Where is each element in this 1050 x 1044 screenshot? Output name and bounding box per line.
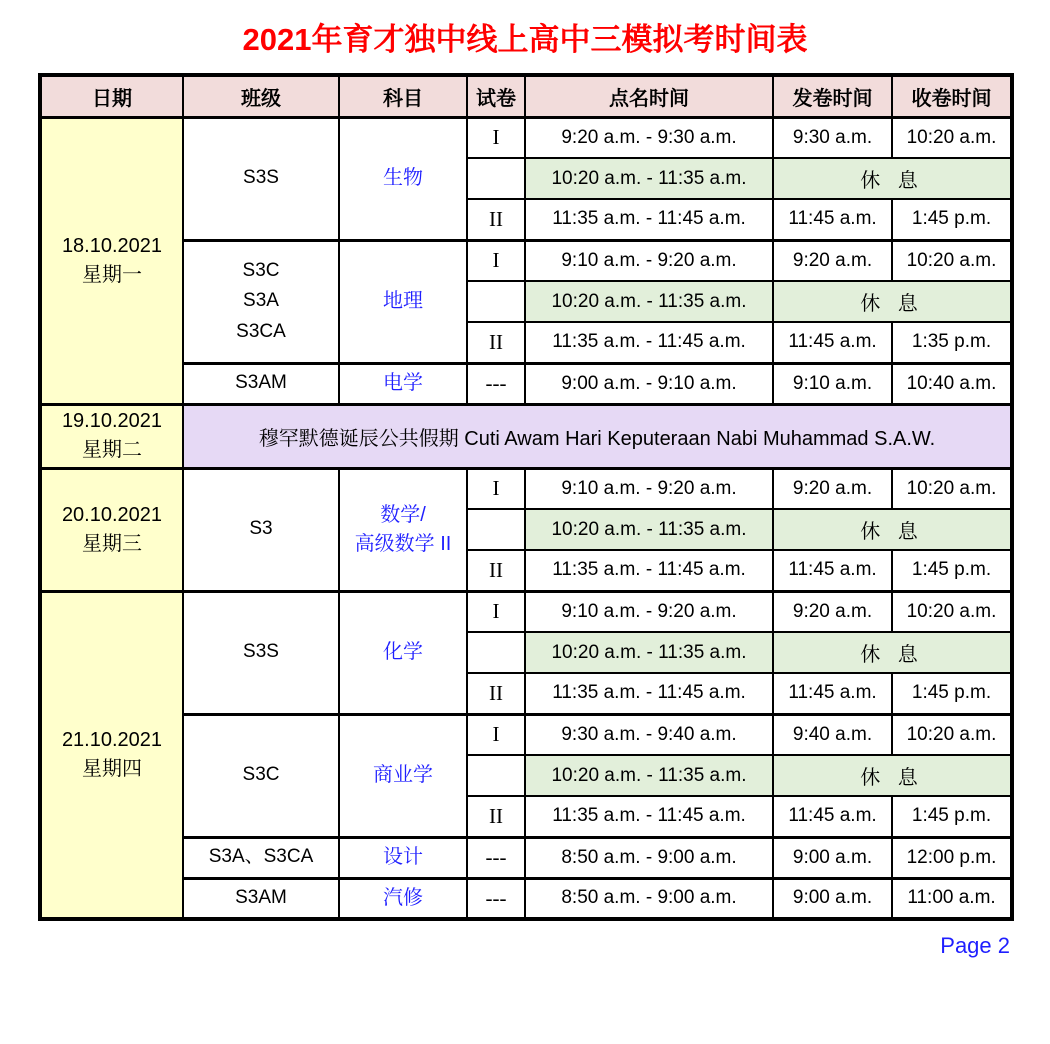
subject-cell	[339, 468, 467, 591]
class-line: S3A、S3CA	[208, 846, 314, 868]
date-cell	[40, 591, 183, 919]
weekday-text: 星期四	[82, 757, 142, 780]
collect-cell: 10:20 a.m.	[892, 468, 1012, 509]
break-cell: 休 息	[773, 158, 1012, 199]
header-row	[40, 75, 1012, 117]
col-header-rollcall-time: 点名时间	[525, 75, 773, 117]
distribute-cell: 9:00 a.m.	[773, 837, 892, 878]
paper-cell: II	[467, 796, 525, 837]
weekday-text: 星期二	[82, 439, 142, 461]
subject-line: 数学/	[380, 503, 426, 526]
paper-cell: II	[467, 322, 525, 363]
collect-cell: 1:35 p.m.	[892, 322, 1012, 363]
rollcall-cell: 10:20 a.m. - 11:35 a.m.	[525, 158, 773, 199]
paper-cell	[467, 632, 525, 673]
date-cell	[40, 468, 183, 591]
distribute-cell: 9:40 a.m.	[773, 714, 892, 755]
class-cell	[183, 117, 339, 240]
collect-cell: 1:45 p.m.	[892, 550, 1012, 591]
distribute-cell: 9:00 a.m.	[773, 878, 892, 919]
paper-cell	[467, 281, 525, 322]
paper-cell: I	[467, 117, 525, 158]
rollcall-cell: 11:35 a.m. - 11:45 a.m.	[525, 796, 773, 837]
subject-cell	[339, 878, 467, 919]
paper-cell: ---	[467, 363, 525, 404]
rollcall-cell: 11:35 a.m. - 11:45 a.m.	[525, 673, 773, 714]
weekday-text: 星期一	[82, 263, 142, 286]
col-header-subject: 科目	[339, 75, 467, 117]
class-line: S3AM	[235, 887, 287, 909]
page-number: Page 2	[940, 933, 1010, 958]
rollcall-cell: 11:35 a.m. - 11:45 a.m.	[525, 550, 773, 591]
break-cell: 休 息	[773, 755, 1012, 796]
page-title: 2021年育才独中线上高中三模拟考时间表	[242, 22, 808, 57]
table-row	[40, 591, 1012, 632]
date-cell	[40, 117, 183, 404]
class-line: S3	[249, 518, 273, 540]
collect-cell: 10:20 a.m.	[892, 714, 1012, 755]
date-text: 21.10.2021	[61, 728, 163, 751]
paper-cell: II	[467, 673, 525, 714]
paper-cell	[467, 509, 525, 550]
paper-cell: ---	[467, 878, 525, 919]
rollcall-cell: 10:20 a.m. - 11:35 a.m.	[525, 281, 773, 322]
distribute-cell: 9:20 a.m.	[773, 240, 892, 281]
collect-cell: 10:20 a.m.	[892, 117, 1012, 158]
paper-cell: I	[467, 714, 525, 755]
rollcall-cell: 10:20 a.m. - 11:35 a.m.	[525, 632, 773, 673]
holiday-row	[40, 404, 1012, 468]
subject-line: 设计	[383, 846, 423, 868]
weekday-text: 星期三	[82, 532, 142, 555]
rollcall-cell: 9:30 a.m. - 9:40 a.m.	[525, 714, 773, 755]
rollcall-cell: 9:10 a.m. - 9:20 a.m.	[525, 240, 773, 281]
holiday-cell: 穆罕默德诞辰公共假期 Cuti Awam Hari Keputeraan Nabi Muhammad S.A.W.	[183, 404, 1012, 468]
collect-cell: 10:40 a.m.	[892, 363, 1012, 404]
subject-line: 汽修	[383, 886, 423, 909]
class-line: S3CA	[236, 320, 286, 342]
subject-line: 高级数学 II	[354, 532, 452, 555]
date-cell	[40, 404, 183, 468]
rollcall-cell: 8:50 a.m. - 9:00 a.m.	[525, 878, 773, 919]
paper-cell: II	[467, 550, 525, 591]
subject-line: 地理	[383, 290, 423, 312]
distribute-cell: 9:20 a.m.	[773, 468, 892, 509]
class-line: S3A	[243, 290, 279, 312]
date-text: 19.10.2021	[61, 410, 163, 432]
rollcall-cell: 9:10 a.m. - 9:20 a.m.	[525, 591, 773, 632]
collect-cell: 10:20 a.m.	[892, 591, 1012, 632]
col-header-date: 日期	[40, 75, 183, 117]
table-row	[40, 878, 1012, 919]
collect-cell: 1:45 p.m.	[892, 796, 1012, 837]
col-header-paper: 试卷	[467, 75, 525, 117]
subject-cell	[339, 117, 467, 240]
table-row	[40, 363, 1012, 404]
subject-cell	[339, 363, 467, 404]
paper-cell	[467, 158, 525, 199]
subject-line: 商业学	[373, 764, 433, 786]
distribute-cell: 11:45 a.m.	[773, 796, 892, 837]
rollcall-cell: 11:35 a.m. - 11:45 a.m.	[525, 322, 773, 363]
break-cell: 休 息	[773, 509, 1012, 550]
class-cell	[183, 714, 339, 837]
rollcall-cell: 9:10 a.m. - 9:20 a.m.	[525, 468, 773, 509]
col-header-class: 班级	[183, 75, 339, 117]
class-cell	[183, 240, 339, 363]
col-header-collect-time: 收卷时间	[892, 75, 1012, 117]
subject-line: 生物	[383, 167, 423, 189]
table-row	[40, 837, 1012, 878]
paper-cell: I	[467, 240, 525, 281]
class-line: S3C	[242, 764, 280, 786]
class-cell	[183, 591, 339, 714]
distribute-cell: 9:10 a.m.	[773, 363, 892, 404]
paper-cell: I	[467, 468, 525, 509]
subject-line: 电学	[383, 372, 423, 394]
col-header-distribute-time: 发卷时间	[773, 75, 892, 117]
collect-cell: 11:00 a.m.	[892, 878, 1012, 919]
date-text: 18.10.2021	[61, 234, 163, 257]
distribute-cell: 9:20 a.m.	[773, 591, 892, 632]
subject-cell	[339, 714, 467, 837]
rollcall-cell: 8:50 a.m. - 9:00 a.m.	[525, 837, 773, 878]
paper-cell: I	[467, 591, 525, 632]
exam-timetable	[38, 73, 1014, 921]
class-line: S3S	[243, 641, 279, 663]
rollcall-cell: 9:00 a.m. - 9:10 a.m.	[525, 363, 773, 404]
collect-cell: 12:00 p.m.	[892, 837, 1012, 878]
subject-cell	[339, 591, 467, 714]
class-line: S3S	[243, 167, 279, 189]
table-row	[40, 117, 1012, 158]
paper-cell	[467, 755, 525, 796]
distribute-cell: 9:30 a.m.	[773, 117, 892, 158]
subject-line: 化学	[383, 641, 423, 663]
distribute-cell: 11:45 a.m.	[773, 199, 892, 240]
table-row	[40, 240, 1012, 281]
collect-cell: 1:45 p.m.	[892, 673, 1012, 714]
distribute-cell: 11:45 a.m.	[773, 322, 892, 363]
distribute-cell: 11:45 a.m.	[773, 550, 892, 591]
rollcall-cell: 9:20 a.m. - 9:30 a.m.	[525, 117, 773, 158]
table-row	[40, 468, 1012, 509]
table-row	[40, 714, 1012, 755]
rollcall-cell: 10:20 a.m. - 11:35 a.m.	[525, 509, 773, 550]
subject-cell	[339, 240, 467, 363]
class-cell	[183, 878, 339, 919]
subject-cell	[339, 837, 467, 878]
class-cell	[183, 837, 339, 878]
class-line: S3AM	[235, 372, 287, 394]
collect-cell: 1:45 p.m.	[892, 199, 1012, 240]
distribute-cell: 11:45 a.m.	[773, 673, 892, 714]
paper-cell: ---	[467, 837, 525, 878]
date-text: 20.10.2021	[61, 503, 163, 526]
rollcall-cell: 11:35 a.m. - 11:45 a.m.	[525, 199, 773, 240]
paper-cell: II	[467, 199, 525, 240]
class-cell	[183, 468, 339, 591]
break-cell: 休 息	[773, 281, 1012, 322]
rollcall-cell: 10:20 a.m. - 11:35 a.m.	[525, 755, 773, 796]
collect-cell: 10:20 a.m.	[892, 240, 1012, 281]
class-cell	[183, 363, 339, 404]
break-cell: 休 息	[773, 632, 1012, 673]
class-line: S3C	[242, 259, 280, 281]
